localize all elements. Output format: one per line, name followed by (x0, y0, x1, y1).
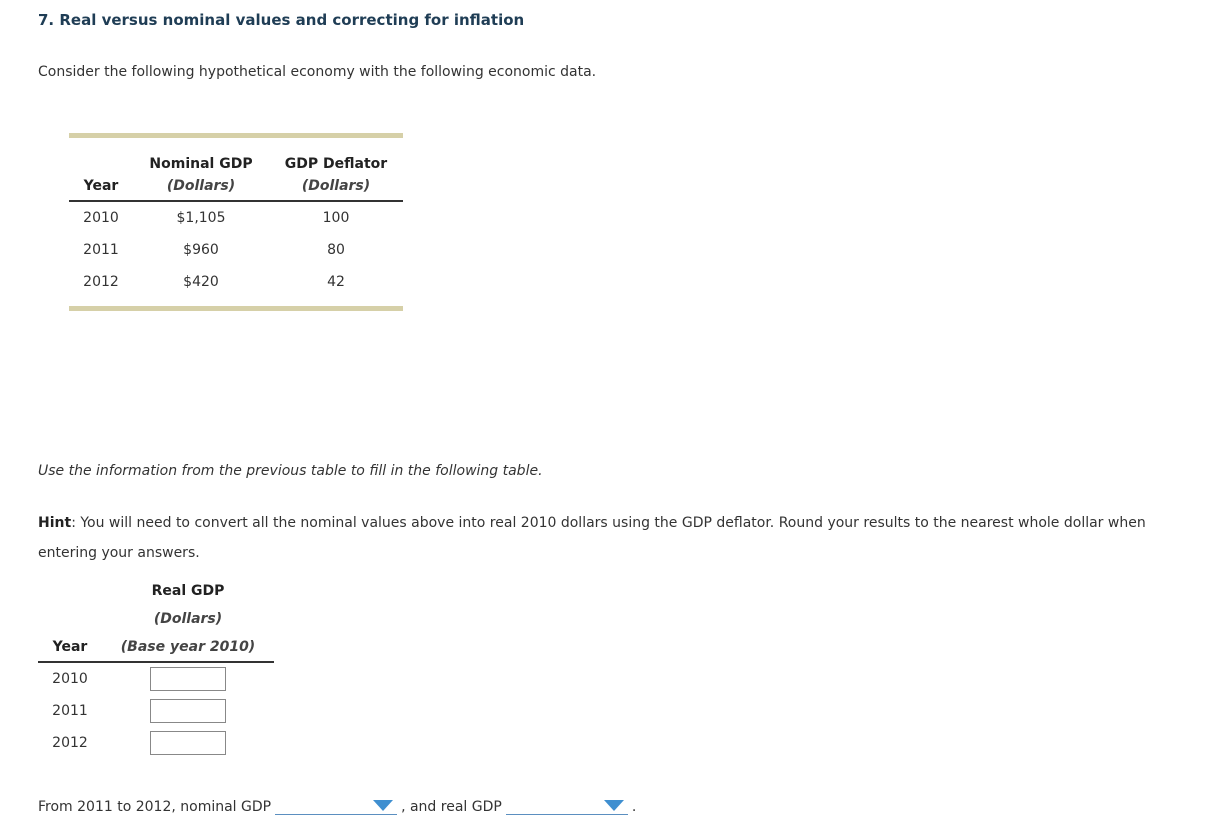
instruction-text: Use the information from the previous table to fill in the following table. (38, 463, 543, 479)
cell-year: 2012 (52, 735, 88, 751)
cell-real-gdp (102, 727, 274, 759)
header-year: Year (38, 633, 102, 662)
cell-real-gdp (102, 662, 274, 695)
intro-text: Consider the following hypothetical economy with the following economic data. (38, 64, 597, 80)
cell-deflator: 100 (322, 210, 350, 226)
header-real-gdp: Real GDP (151, 583, 225, 599)
real-gdp-2010-input[interactable] (150, 667, 226, 691)
cell-deflator: 42 (327, 274, 345, 290)
cell-deflator: 80 (327, 242, 345, 258)
change-sentence (38, 793, 636, 815)
sentence-part3: . (631, 799, 637, 815)
table-row (69, 266, 403, 309)
question-title: 7. Real versus nominal values and correcting for inflation (38, 11, 525, 29)
header-year-spacer (38, 605, 102, 633)
cell-year: 2010 (83, 210, 119, 226)
hint-body: : You will need to convert all the nominal values above into real 2010 dollars using the GDP deflator. Round your results to the nearest whole dollar when entering your answers. (38, 515, 1146, 561)
hint-text (38, 508, 1178, 568)
header-year-spacer (38, 577, 102, 605)
table-row (38, 727, 274, 759)
cell-year: 2011 (83, 242, 119, 258)
table-row (38, 695, 274, 727)
header-real-unit: (Dollars) (153, 611, 223, 627)
cell-real-gdp (102, 695, 274, 727)
table-row (69, 234, 403, 266)
header-nominal-gdp: Nominal GDP (149, 156, 253, 172)
real-gdp-2012-input[interactable] (150, 731, 226, 755)
header-nominal-unit: (Dollars) (133, 172, 269, 201)
cell-year: 2010 (52, 671, 88, 687)
cell-year: 2012 (83, 274, 119, 290)
cell-nominal: $420 (183, 274, 219, 290)
cell-year: 2011 (52, 703, 88, 719)
hint-label: Hint (38, 515, 72, 531)
sentence-part2: , and real GDP (401, 799, 502, 815)
header-deflator-unit: (Dollars) (269, 172, 403, 201)
dropdown-arrow-icon (373, 800, 393, 811)
table-row (38, 662, 274, 695)
sentence-part1: From 2011 to 2012, nominal GDP (38, 799, 272, 815)
nominal-gdp-change-dropdown[interactable] (275, 794, 397, 815)
header-base-year: (Base year 2010) (102, 633, 274, 662)
real-gdp-table (38, 577, 274, 759)
real-gdp-2011-input[interactable] (150, 699, 226, 723)
header-year-spacer (69, 136, 133, 173)
dropdown-arrow-icon (604, 800, 624, 811)
cell-nominal: $1,105 (176, 210, 226, 226)
economic-data-table (69, 133, 403, 311)
real-gdp-change-dropdown[interactable] (506, 794, 628, 815)
cell-nominal: $960 (183, 242, 219, 258)
header-gdp-deflator: GDP Deflator (284, 156, 388, 172)
table-row (69, 201, 403, 234)
header-year: Year (69, 172, 133, 201)
